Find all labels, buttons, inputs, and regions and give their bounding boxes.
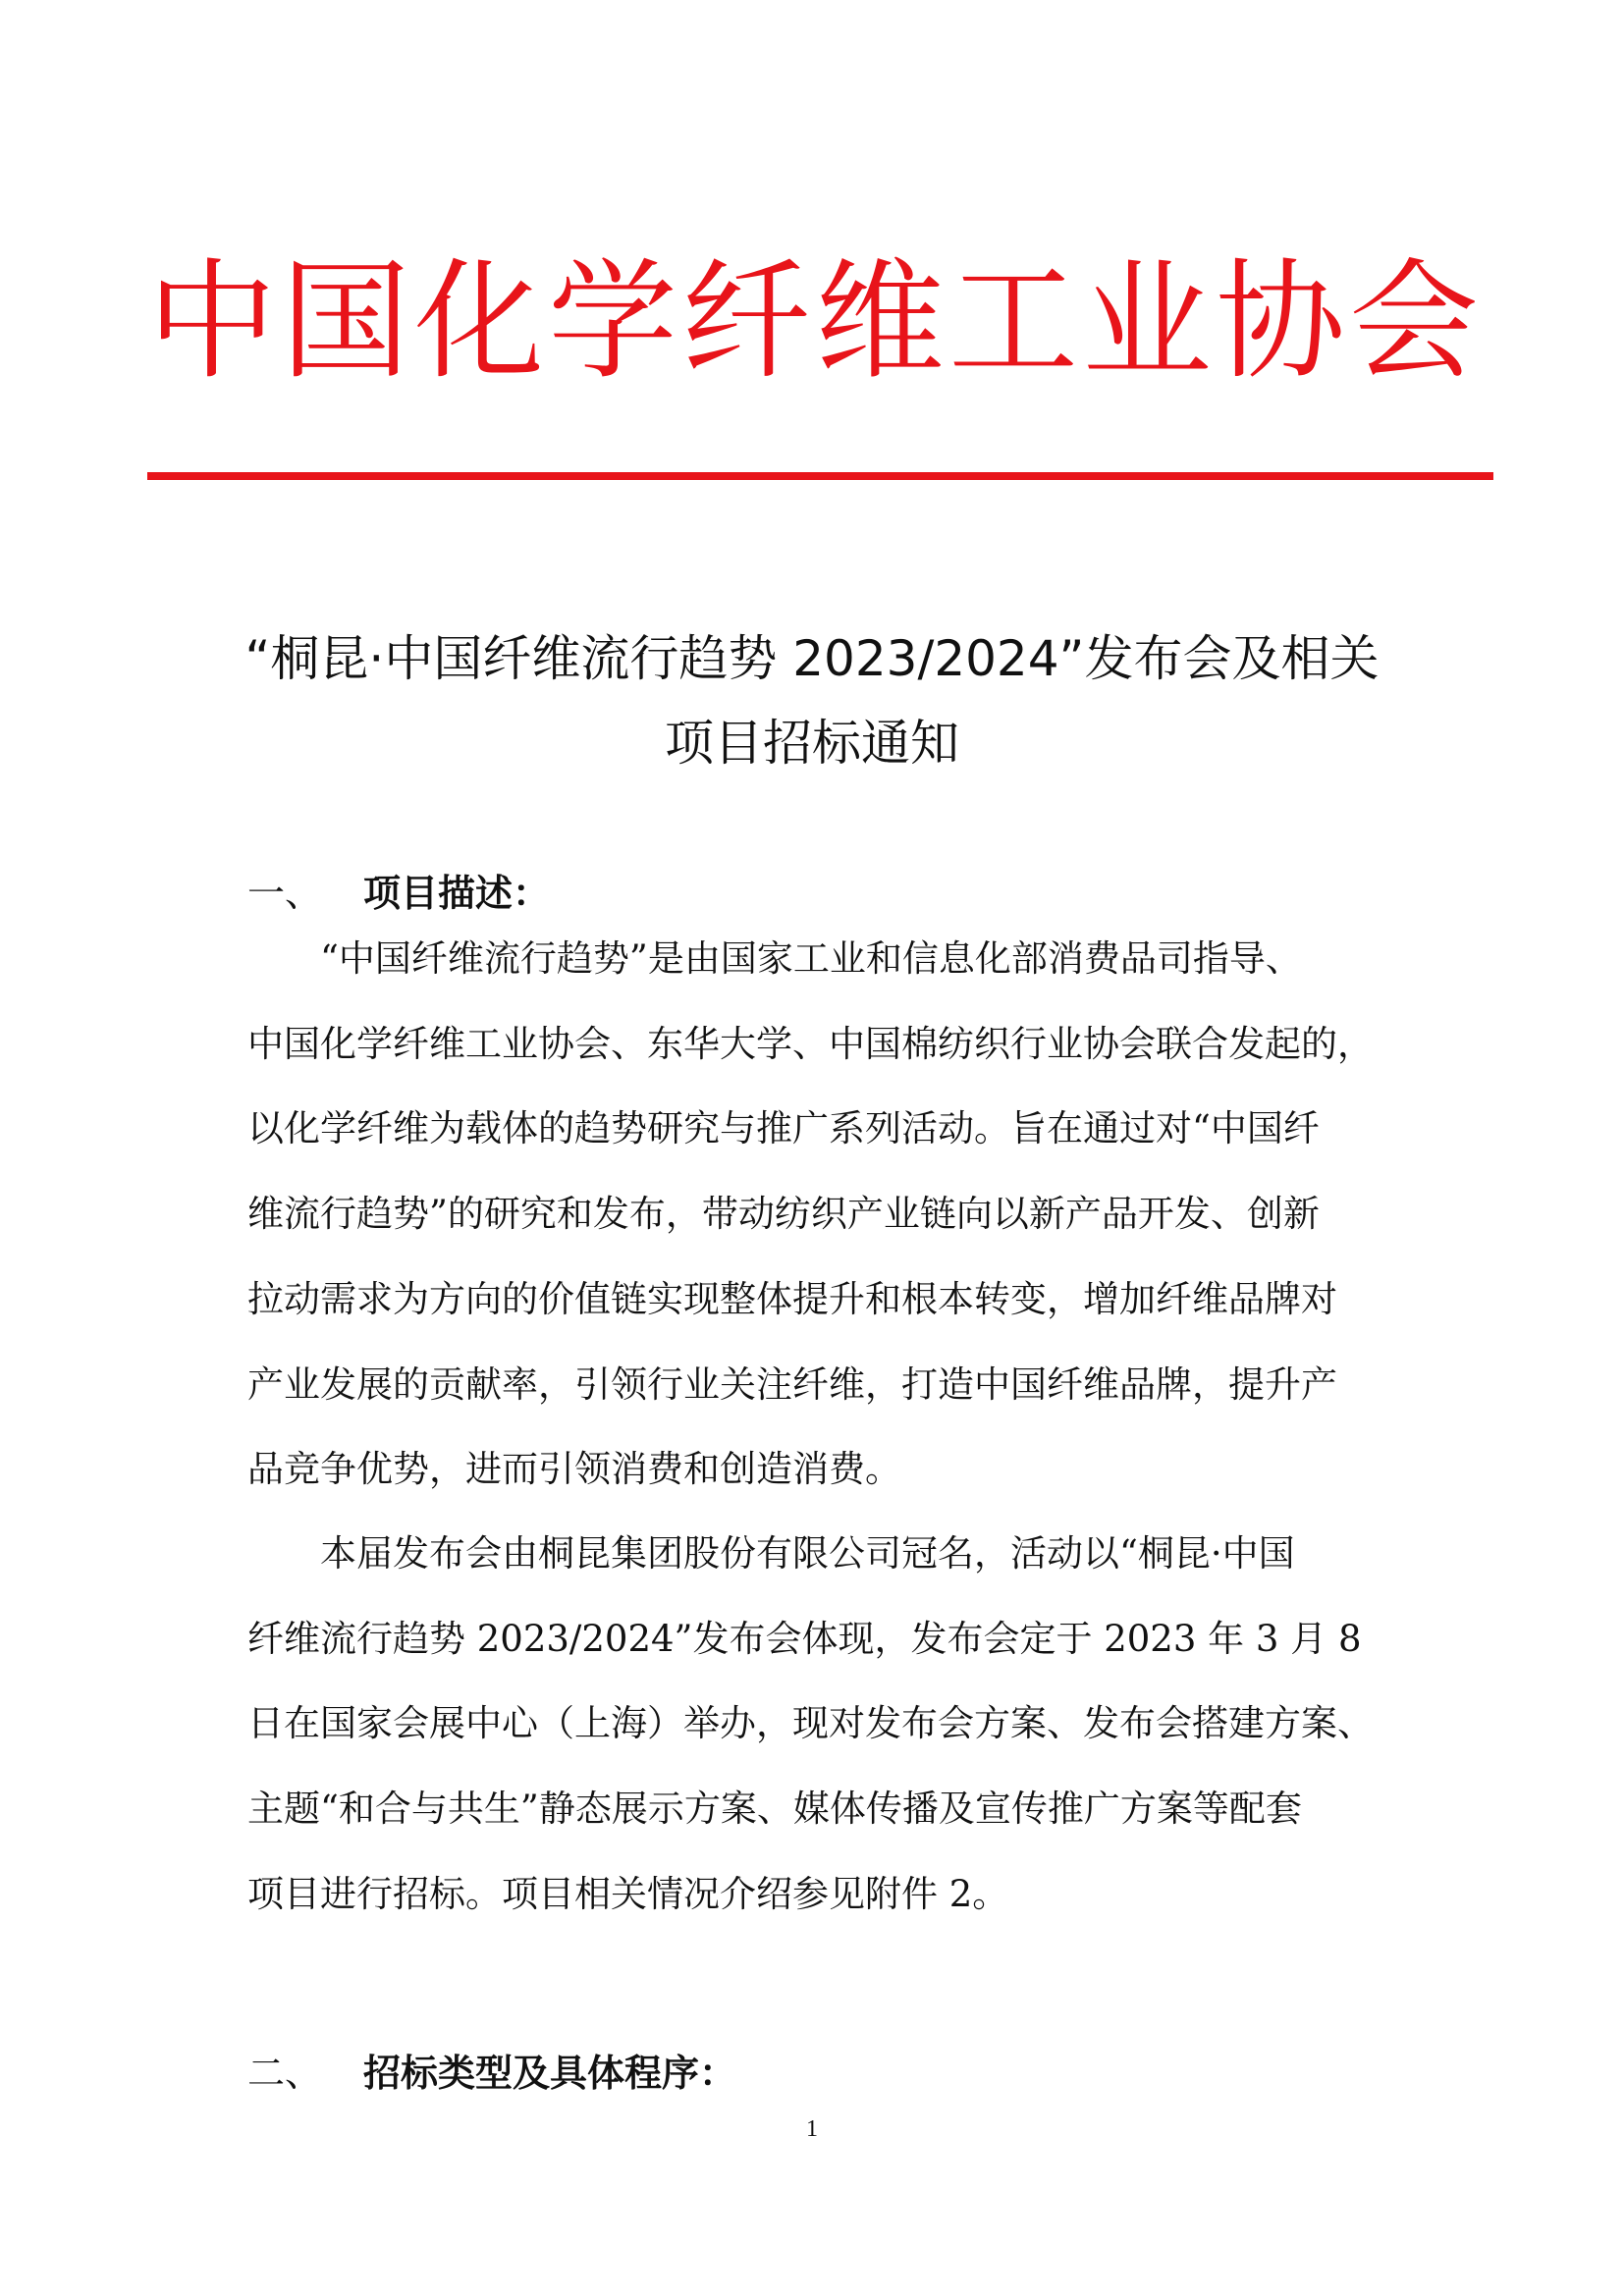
paragraph-line: 拉动需求为方向的价值链实现整体提升和根本转变，增加纤维品牌对 <box>247 1277 1337 1320</box>
paragraph-line: 主题“和合与共生”静态展示方案、媒体传播及宣传推广方案等配套 <box>247 1788 1302 1831</box>
section-heading-bidding-type <box>247 2044 736 2103</box>
paragraph-line: 以化学纤维为载体的趋势研究与推广系列活动。旨在通过对“中国纤 <box>247 1107 1320 1150</box>
paragraph-line: 本届发布会由桐昆集团股份有限公司冠名，活动以“桐昆·中国 <box>247 1532 1295 1575</box>
paragraph-line: 日在国家会展中心（上海）举办，现对发布会方案、发布会搭建方案、 <box>247 1702 1374 1745</box>
paragraph-project-background <box>247 917 1386 1513</box>
paragraph-line: 项目进行招标。项目相关情况介绍参见附件 2。 <box>247 1872 1009 1915</box>
paragraph-line: 品竞争优势，进而引领消费和创造消费。 <box>247 1448 901 1491</box>
document-title-line: “桐昆·中国纤维流行趋势 2023/2024”发布会及相关 <box>244 630 1380 687</box>
document-title-line: 项目招标通知 <box>665 715 959 772</box>
document-title <box>196 616 1428 785</box>
paragraph-line: 纤维流行趋势 2023/2024”发布会体现，发布会定于 2023 年 3 月 8 <box>247 1617 1362 1660</box>
paragraph-line: “中国纤维流行趋势”是由国家工业和信息化部消费品司指导、 <box>247 937 1302 980</box>
paragraph-event-details <box>247 1512 1386 1938</box>
organization-letterhead: 中国化学纤维工业协会 <box>147 246 1483 398</box>
section-title: 项目描述： <box>363 872 551 915</box>
section-heading-project-description <box>247 864 550 923</box>
section-number: 一、 <box>247 872 323 915</box>
letterhead-red-rule <box>147 472 1493 480</box>
paragraph-line: 维流行趋势”的研究和发布，带动纺织产业链向以新产品开发、创新 <box>247 1193 1320 1236</box>
paragraph-line: 中国化学纤维工业协会、东华大学、中国棉纺织行业协会联合发起的， <box>247 1022 1374 1065</box>
page-number: 1 <box>806 2116 818 2142</box>
paragraph-line: 产业发展的贡献率，引领行业关注纤维，打造中国纤维品牌，提升产 <box>247 1362 1337 1406</box>
section-number: 二、 <box>247 2052 323 2095</box>
section-title: 招标类型及具体程序： <box>363 2052 737 2095</box>
